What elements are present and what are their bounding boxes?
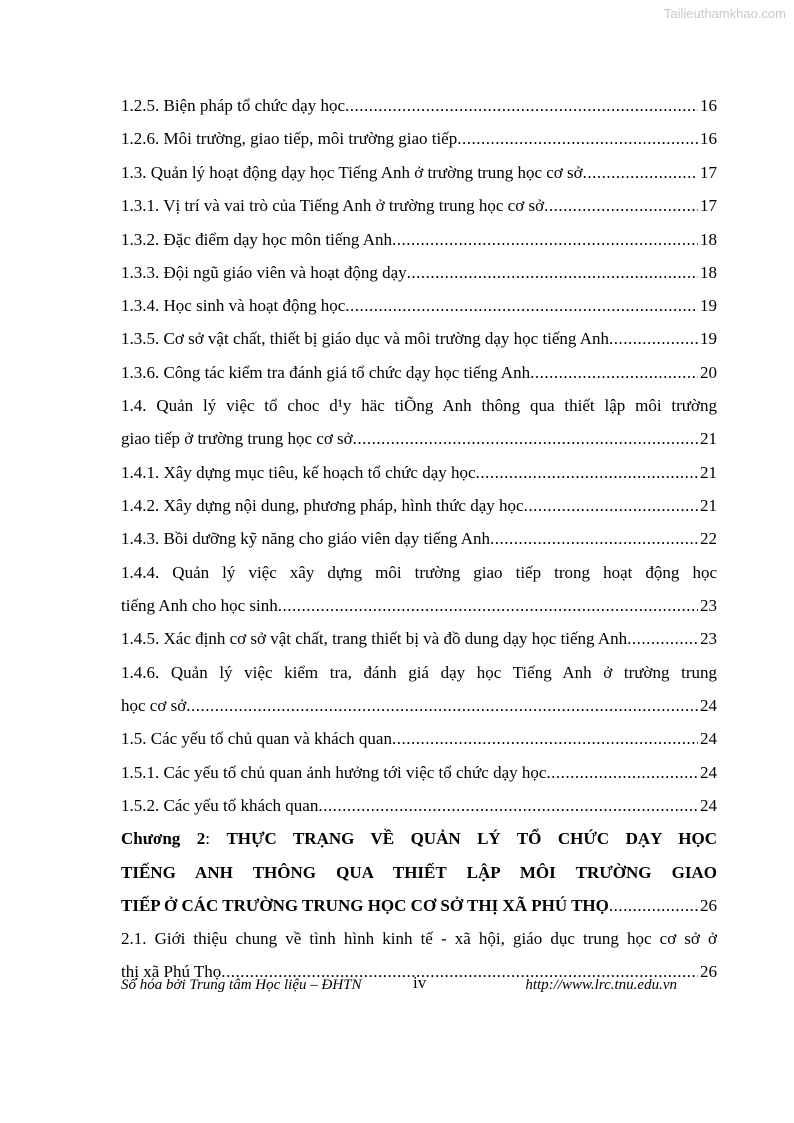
dot-leader: [392, 223, 698, 256]
toc-entry-page: 23: [700, 629, 717, 648]
toc-entry-page: 24: [700, 796, 717, 815]
toc-entry[interactable]: [121, 322, 717, 355]
toc-entry-line2[interactable]: [121, 589, 717, 622]
toc-entry-page: 16: [700, 129, 717, 148]
toc-entry-title: 1.3.6. Công tác kiểm tra đánh giá tổ chức dạy học tiếng Anh: [121, 363, 531, 382]
toc-entry-title: 1.5.2. Các yếu tố khách quan: [121, 796, 319, 815]
dot-leader: [476, 456, 698, 489]
toc-entry-title: 1.3.4. Học sinh và hoạt động học: [121, 296, 346, 315]
toc-entry-title: 1.5. Các yếu tố chủ quan và khách quan: [121, 729, 392, 748]
dot-leader: [609, 322, 698, 355]
toc-entry-title: 1.4. Quản lý việc tổ choc d¹y häc tiÕng Anh thông qua thiết lập môi trường: [121, 396, 717, 415]
dot-leader: [407, 256, 698, 289]
chapter-label: Chương 2: [121, 829, 206, 848]
toc-entry-title: 1.5.1. Các yếu tố chủ quan ảnh hưởng tới việc tổ chức dạy học: [121, 763, 547, 782]
toc-entry[interactable]: [121, 522, 717, 555]
toc-entry-title: 1.2.6. Môi trường, giao tiếp, môi trường giao tiếp: [121, 129, 458, 148]
toc-entry-page: 26: [700, 962, 717, 981]
toc-entry-page: 24: [700, 696, 717, 715]
toc-chapter-line3[interactable]: [121, 889, 717, 922]
watermark: Tailieuthamkhao.com: [663, 6, 786, 21]
toc-entry[interactable]: [121, 722, 717, 755]
toc-entry-page: 21: [700, 429, 717, 448]
toc-entry-title: 1.4.6. Quản lý việc kiểm tra, đánh giá dạy học Tiếng Anh ở trường trung: [121, 663, 717, 682]
toc-entry-page: 24: [700, 729, 717, 748]
dot-leader: [524, 489, 698, 522]
toc-entry[interactable]: [121, 223, 717, 256]
dot-leader: [345, 89, 698, 122]
dot-leader: [546, 756, 698, 789]
toc-entry-page: 20: [700, 363, 717, 382]
dot-leader: [318, 789, 698, 822]
toc-entry-page: 24: [700, 763, 717, 782]
toc-entry-title: 1.3.5. Cơ sở vật chất, thiết bị giáo dục và môi trường dạy học tiếng Anh: [121, 329, 610, 348]
toc-entry[interactable]: [121, 756, 717, 789]
toc-entry-line1[interactable]: [121, 656, 717, 689]
toc-entry-page: 21: [700, 463, 717, 482]
toc-entry-page: 26: [700, 896, 717, 915]
toc-entry-title: 2.1. Giới thiệu chung về tình hình kinh tế - xã hội, giáo dục trung học cơ sở ở: [121, 929, 717, 948]
toc-entry[interactable]: [121, 122, 717, 155]
toc-entry-page: 18: [700, 230, 717, 249]
toc-entry[interactable]: [121, 289, 717, 322]
toc-entry-title: 1.3. Quản lý hoạt động dạy học Tiếng Anh ở trường trung học cơ sở: [121, 163, 583, 182]
dot-leader: [278, 589, 698, 622]
dot-leader: [530, 356, 698, 389]
toc-chapter-title: TIẾP Ở CÁC TRƯỜNG TRUNG HỌC CƠ SỞ THỊ XÃ PHÚ THỌ: [121, 896, 609, 915]
toc-chapter-title: Chương 2: THỰC TRẠNG VỀ QUẢN LÝ TỔ CHỨC DẠY HỌC: [121, 829, 717, 848]
toc-entry[interactable]: [121, 156, 717, 189]
dot-leader: [544, 189, 698, 222]
dot-leader: [345, 289, 698, 322]
toc-entry-line2[interactable]: [121, 422, 717, 455]
toc-entry-line1[interactable]: [121, 389, 717, 422]
toc-entry-page: 19: [700, 296, 717, 315]
toc-entry-title: giao tiếp ở trường trung học cơ sở: [121, 429, 353, 448]
dot-leader: [457, 122, 698, 155]
toc-entry-line2[interactable]: [121, 689, 717, 722]
chapter-title-part1: THỰC TRẠNG VỀ QUẢN LÝ TỔ CHỨC DẠY HỌC: [226, 829, 717, 848]
toc-entry-title: 1.3.2. Đặc điểm dạy học môn tiếng Anh: [121, 230, 393, 249]
toc-entry-title: 1.4.5. Xác định cơ sở vật chất, trang thiết bị và đồ dung dạy học tiếng Anh: [121, 629, 628, 648]
dot-leader: [627, 622, 698, 655]
toc-chapter-title: TIẾNG ANH THÔNG QUA THIẾT LẬP MÔI TRƯỜNG GIAO: [121, 863, 717, 882]
footer-source: Số hóa bởi Trung tâm Học liệu – ĐHTN: [121, 977, 362, 993]
toc-entry-page: 23: [700, 596, 717, 615]
dot-leader: [392, 722, 698, 755]
toc-entry[interactable]: [121, 489, 717, 522]
toc-entry[interactable]: [121, 356, 717, 389]
toc-entry-title: 1.4.2. Xây dựng nội dung, phương pháp, hình thức dạy học: [121, 496, 524, 515]
dot-leader: [186, 689, 698, 722]
dot-leader: [609, 889, 698, 922]
toc-entry-title: 1.2.5. Biện pháp tổ chức dạy học: [121, 96, 346, 115]
toc-entry-title: tiếng Anh cho học sinh: [121, 596, 278, 615]
footer-url[interactable]: http://www.lrc.tnu.edu.vn: [525, 977, 677, 993]
toc-entry[interactable]: [121, 622, 717, 655]
toc-entry[interactable]: [121, 256, 717, 289]
toc-entry-page: 18: [700, 263, 717, 282]
toc-entry-page: 17: [700, 163, 717, 182]
toc-entry[interactable]: [121, 456, 717, 489]
toc-entry-title: học cơ sở: [121, 696, 187, 715]
toc-entry-title: thị xã Phú Thọ: [121, 962, 222, 981]
dot-leader: [490, 522, 698, 555]
toc-entry-page: 21: [700, 496, 717, 515]
toc-entry[interactable]: [121, 789, 717, 822]
toc-entry[interactable]: [121, 189, 717, 222]
toc-entry-title: 1.4.3. Bồi dưỡng kỹ năng cho giáo viên dạy tiếng Anh: [121, 529, 491, 548]
toc-chapter-line1[interactable]: [121, 822, 717, 855]
dot-leader: [353, 422, 698, 455]
toc-entry-page: 17: [700, 196, 717, 215]
toc-entry-title: 1.3.1. Vị trí và vai trò của Tiếng Anh ở trường trung học cơ sở: [121, 196, 545, 215]
toc-entry-title: 1.4.4. Quản lý việc xây dựng môi trường giao tiếp trong hoạt động học: [121, 563, 717, 582]
page-footer: [121, 973, 717, 997]
dot-leader: [583, 156, 698, 189]
toc-entry-page: 16: [700, 96, 717, 115]
toc-chapter-line2[interactable]: [121, 856, 717, 889]
toc-entry-page: 22: [700, 529, 717, 548]
toc-entry-line1[interactable]: [121, 556, 717, 589]
toc-entry-line1[interactable]: [121, 922, 717, 955]
toc-entry-title: 1.4.1. Xây dựng mục tiêu, kế hoạch tổ chức dạy học: [121, 463, 476, 482]
toc-entry[interactable]: [121, 89, 717, 122]
toc-entry-title: 1.3.3. Đội ngũ giáo viên và hoạt động dạy: [121, 263, 407, 282]
page-number: iv: [413, 973, 427, 992]
toc-entry-page: 19: [700, 329, 717, 348]
